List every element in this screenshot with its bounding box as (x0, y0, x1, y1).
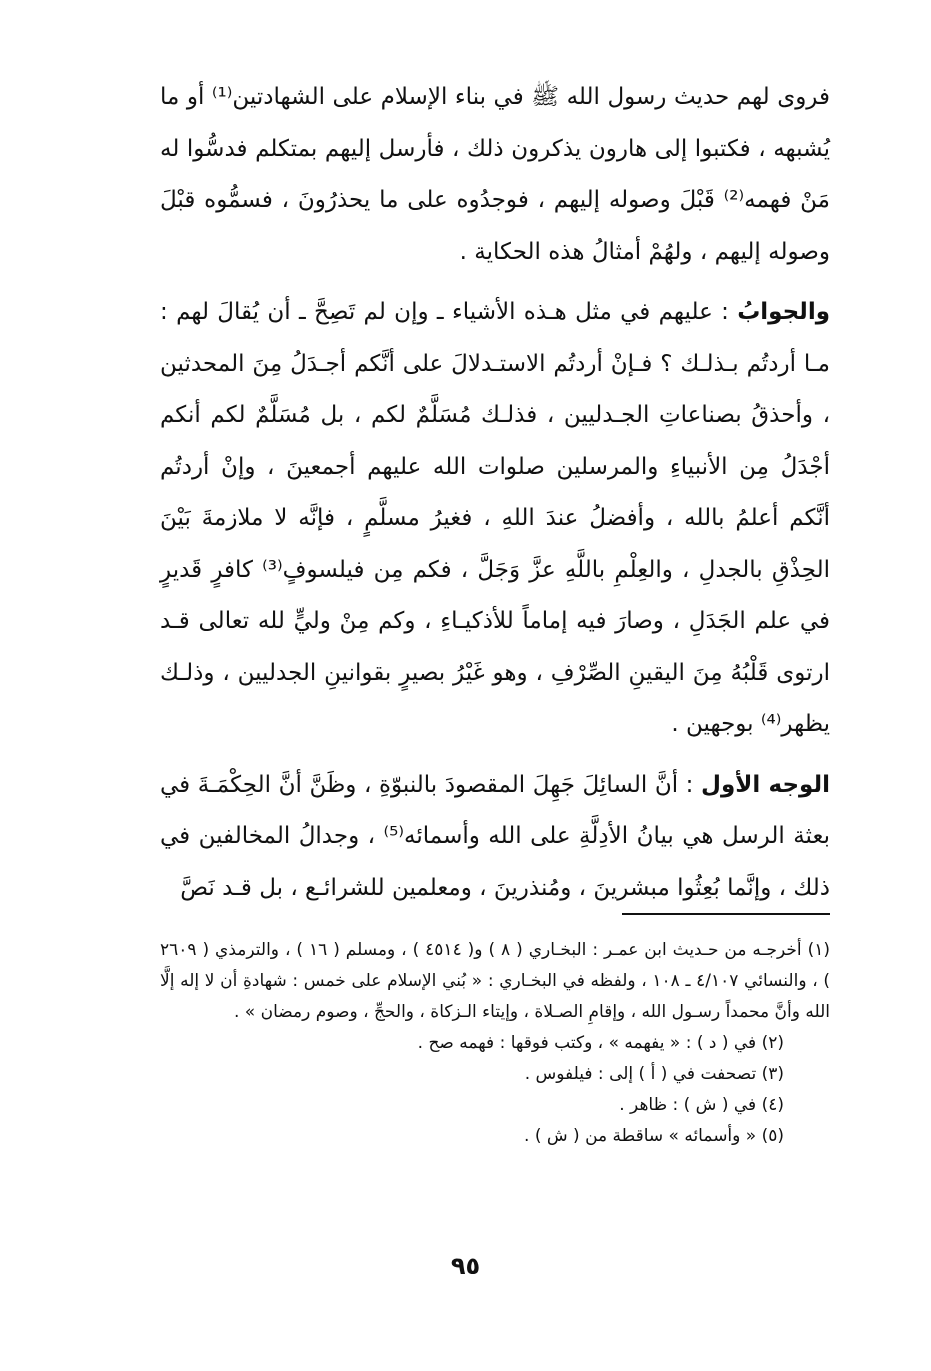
paragraph-first-aspect (160, 760, 830, 915)
footnote-5: (٥) « وأسمائه » ساقطة من ( ش ) . (524, 1126, 784, 1146)
paragraph-lead: والجوابُ (737, 299, 830, 325)
paragraph-text: : عليهم في مثل هـذه الأشياء ـ وإن لم تَصِحَّ ـ أن يُقالَ لهم : مـا أردتُم بـذلـك ؟ فـإنْ أردتُم الاستـدلالَ على أنَّكم أجـدَلُ مِنَ المحدثين ، وأحذقُ بصناعاتِ الجـدليين ، فذلـك مُسَلَّمٌ لكم ، بل مُسَلَّمٌ لكم أنكم أجْدَلُ مِن الأنبياءِ والمرسلين صلوات الله عليهم أجمعينَ ، وإنْ أردتُم أنَّكم أعلمُ بالله ، وأفضلُ عندَ اللهِ ، فغيرُ مسلَّمٍ ، فإنَّه لا ملازمةَ بَيْنَ الحِذْقِ بالجدلِ ، والعِلْمِ باللَّهِ عزَّ وَجَلَّ ، فكم مِن فيلسوفٍ⁽³⁾ كافرٍ قَديرٍ في علم الجَدَلِ ، وصارَ فيه إماماً للأذكيـاءِ ، وكم مِنْ وليٍّ لله تعالى قـد ارتوى قَلْبُهُ مِنَ اليقينِ الصِّرْفِ ، وهو غَيْرُ بصيرٍ بقوانينِ الجدليين ، وذلـك يظهر⁽⁴⁾ بوجهين . (160, 299, 830, 737)
paragraph-lead: الوجه الأول (701, 771, 830, 798)
paragraph-text: فروى لهم حديث رسول الله ﷺ في بناء الإسلام على الشهادتين⁽¹⁾ أو ما يُشبهه ، فكتبوا إلى هارون يذكرون ذلك ، فأرسل إليهم بمتكلم فدسُّوا له مَنْ فهمه⁽²⁾ قَبْلَ وصوله إليهم ، فوجدُوه على ما يحذرُونَ ، فسمُّوه قبْلَ وصوله إليهم ، ولهُمْ أمثالُ هذه الحكاية . (160, 84, 831, 265)
footnote-2: (٢) في ( د ) : « يفهمه » ، وكتب فوقها : فهمه صح . (417, 1033, 784, 1053)
paragraph-narration (160, 72, 830, 278)
footnote-4: (٤) في ( ش ) : ظاهر . (619, 1095, 784, 1115)
footnote-divider (622, 913, 830, 915)
paragraph-answer (160, 287, 830, 751)
paragraph-text: : أنَّ السائِلَ جَهِلَ المقصودَ بالنبوّةِ ، وظَنَّ أنَّ الحِكْمَـةَ في بعثة الرسل هي بيانُ الأدِلَّةِ على الله وأسمائه⁽⁵⁾ ، وجدالُ المخالفين في ذلك ، وإنَّما بُعِثُوا مبشرينَ ، ومُنذرينَ ، ومعلمين للشرائـع ، بل قـد نَصَّ (160, 771, 830, 901)
page-number: ٩٥ (450, 1252, 481, 1280)
footnote-3: (٣) تصحفت في ( أ ) إلى : فيلفوس . (524, 1064, 784, 1084)
footnotes (160, 935, 830, 1152)
main-text (160, 72, 830, 923)
footnote-1: (١) أخرجـه من حـديث ابن عمـر : البخـاري ( ٨ ) و( ٤٥١٤ ) ، ومسلم ( ١٦ ) ، والترمذي ( ٢٦٠٩ ) ، والنسائي ٤/١٠٧ ـ ١٠٨ ، ولفظه في البخـاري : « بُني الإسلام على خمس : شهادةِ أن لا إله إلَّا الله وأنَّ محمداً رسـول الله ، وإقامِ الصـلاة ، وإيتاء الـزكاة ، والحجِّ ، وصوم رمضان » . (160, 940, 830, 1022)
